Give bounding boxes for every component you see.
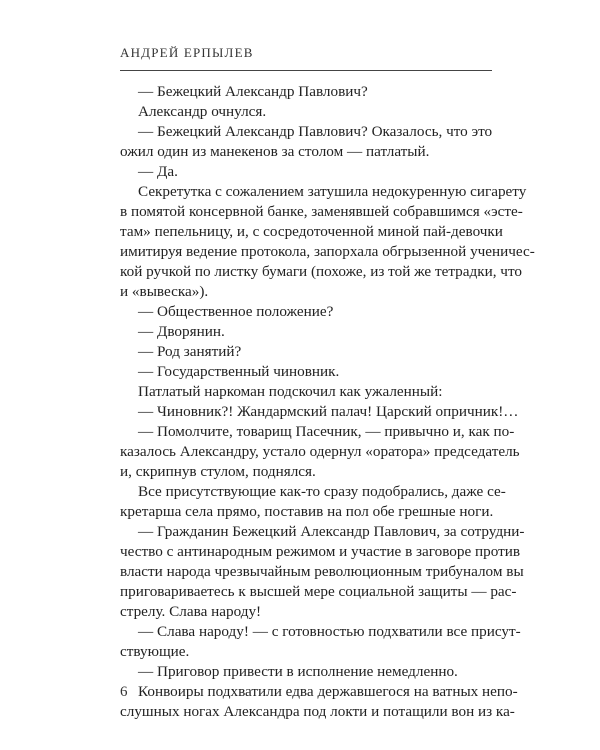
text-line: ожил один из манекенов за столом — патлатый. (120, 143, 430, 160)
text-line: ствующие. (120, 643, 190, 660)
text-line: чество с антинародным режимом и участие в заговоре против (120, 543, 521, 560)
text-line: Все присутствующие как-то сразу подобрались, даже се- (138, 483, 506, 500)
text-line: — Род занятий? (138, 343, 242, 360)
text-line: — Гражданин Бежецкий Александр Павлович, за сотрудни- (138, 523, 525, 540)
running-head-author: АНДРЕЙ ЕРПЫЛЕВ (120, 45, 254, 60)
text-line: в помятой консервной банке, заменявшей собравшимся «эсте- (120, 203, 523, 220)
text-line: кой ручкой по листку бумаги (похоже, из той же тетрадки, что (120, 263, 522, 280)
text-line: — Чиновник?! Жандармский палач! Царский опричник!… (138, 403, 519, 420)
text-line: — Помолчите, товарищ Пасечник, — привычно и, как по- (138, 423, 515, 440)
page-number: 6 (120, 684, 128, 700)
text-line: и «вывеска»). (120, 283, 209, 300)
text-line: — Бежецкий Александр Павлович? (138, 83, 368, 100)
text-line: имитируя ведение протокола, запорхала обгрызенной ученичес- (120, 243, 535, 260)
text-line: и, скрипнув стулом, поднялся. (120, 463, 316, 480)
text-line: кретарша села прямо, поставив на пол обе грешные ноги. (120, 503, 494, 520)
text-line: стрелу. Слава народу! (120, 603, 262, 620)
text-line: — Дворянин. (138, 323, 225, 340)
text-line: казалось Александру, устало одернул «оратора» председатель (120, 443, 520, 460)
body-text (120, 82, 535, 722)
header-divider (120, 70, 492, 71)
text-line: — Государственный чиновник. (138, 363, 340, 380)
text-line: — Да. (138, 163, 178, 180)
text-line: там» пепельницу, и, с сосредоточенной миной пай-девочки (120, 223, 503, 240)
text-line: — Слава народу! — с готовностью подхватили все присут- (138, 623, 521, 640)
text-line: слушных ногах Александра под локти и потащили вон из ка- (120, 703, 515, 720)
text-line: власти народа чрезвычайным революционным трибуналом вы (120, 563, 524, 580)
text-line: приговариваетесь к высшей мере социальной защиты — рас- (120, 583, 517, 600)
text-line: — Общественное положение? (138, 303, 334, 320)
text-line: Александр очнулся. (138, 103, 267, 120)
text-line: — Приговор привести в исполнение немедленно. (138, 663, 458, 680)
text-line: Секретутка с сожалением затушила недокуренную сигарету (138, 183, 527, 200)
text-line: Конвоиры подхватили едва державшегося на ватных непо- (138, 683, 518, 700)
text-line: — Бежецкий Александр Павлович? Оказалось, что это (138, 123, 493, 140)
text-line: Патлатый наркоман подскочил как ужаленный: (138, 383, 443, 400)
